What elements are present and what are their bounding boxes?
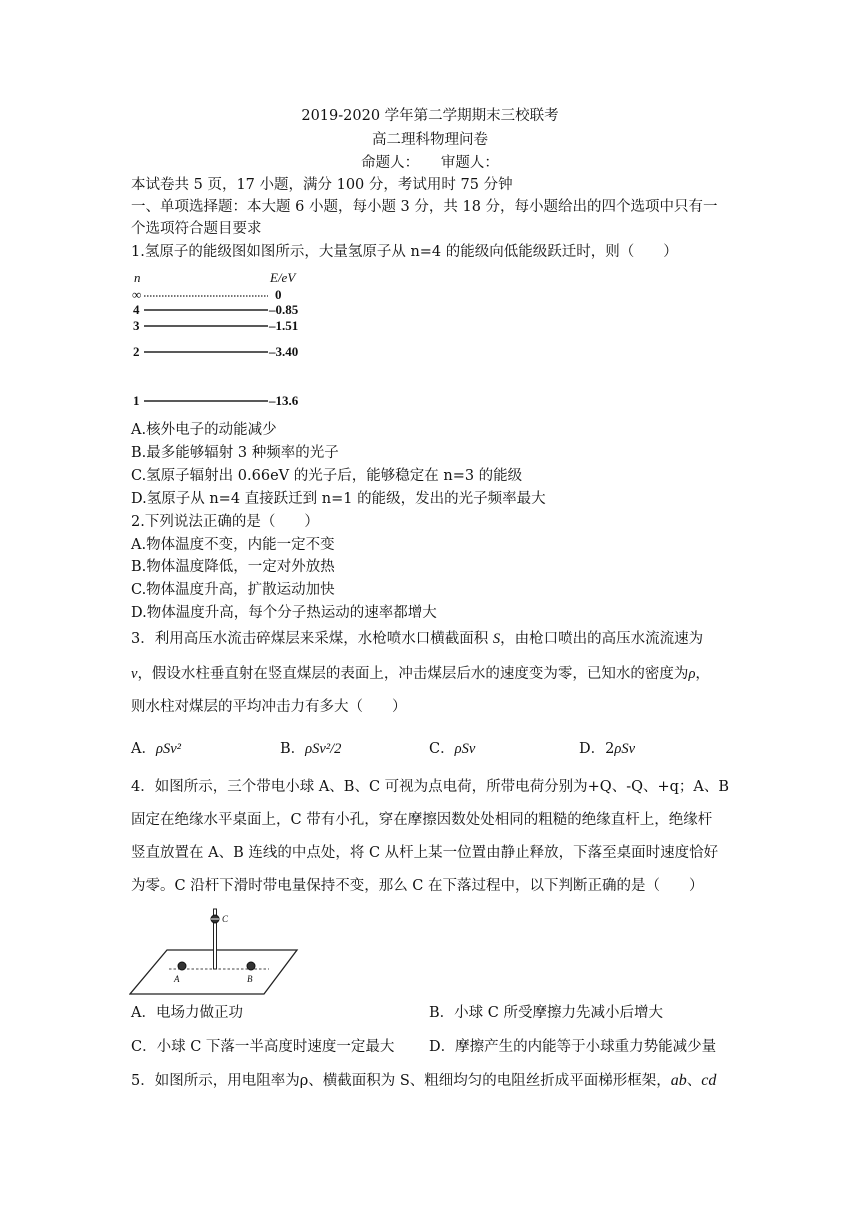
ball-b-label: B: [247, 974, 253, 984]
level-e-2: –3.40: [269, 344, 299, 359]
q5-var-cd: cd: [701, 1072, 717, 1089]
q3-var-rho: ρ: [688, 666, 696, 682]
q3-text-2: ，假设水柱垂直射在竖直煤层的表面上，冲击煤层后水的速度变为零，已知水的密度为: [137, 666, 689, 682]
q3-option-b: [280, 739, 341, 759]
q3-option-a: [131, 739, 181, 759]
level-n-4: 4: [133, 302, 140, 317]
level-e-4: –0.85: [269, 302, 299, 317]
ball-c-label: C: [222, 914, 229, 924]
exam-authors: 命题人： 审题人：: [361, 155, 499, 171]
ball-a: [178, 962, 186, 970]
q3-text-1a: 3．利用高压水流击碎煤层来采煤，水枪喷水口横截面积: [131, 631, 493, 647]
q4-option-a: A．电场力做正功: [131, 1005, 243, 1021]
q1-option-c: C.氢原子辐射出 0.66eV 的光子后，能够稳定在 n=3 的能级: [131, 468, 523, 484]
q3-option-d-expr: Sv: [621, 741, 636, 757]
q3-option-a-label: A．: [131, 741, 156, 757]
q3-option-c-expr: Sv: [461, 741, 476, 757]
q3-option-d: [579, 739, 635, 759]
q3-text-1b: ，由枪口喷出的高压水流流速为: [500, 631, 704, 647]
ball-b: [247, 962, 255, 970]
q4-option-d: D．摩擦产生的内能等于小球重力势能减少量: [429, 1039, 717, 1055]
q3-option-c-label: C．: [429, 741, 455, 757]
exam-intro: 本试卷共 5 页，17 小题，满分 100 分，考试用时 75 分钟: [131, 177, 513, 193]
q3-option-b-label: B．: [280, 741, 306, 757]
q4-option-b: B．小球 C 所受摩擦力先减小后增大: [429, 1005, 663, 1021]
q2-stem: 2.下列说法正确的是（ ）: [131, 514, 319, 530]
q3-line-1: [131, 629, 703, 649]
level-e-inf: 0: [275, 287, 282, 302]
q2-option-b: B.物体温度降低，一定对外放热: [131, 559, 335, 575]
energy-level-diagram: [129, 268, 309, 416]
q3-option-b-expr: Sv²/2: [312, 741, 342, 757]
q5-line-1: [131, 1071, 716, 1091]
q2-option-a: A.物体温度不变，内能一定不变: [131, 537, 335, 553]
q1-stem: 1.氢原子的能级图如图所示，大量氢原子从 n=4 的能级向低能级跃迁时，则（ ）: [131, 244, 678, 260]
q5-var-ab: ab: [670, 1072, 687, 1089]
q2-option-d: D.物体温度升高，每个分子热运动的速率都增大: [131, 605, 437, 621]
q5-text-1: 5．如图所示，用电阻率为ρ、横截面积为 S、粗细均匀的电阻丝折成平面梯形框架，: [131, 1073, 671, 1089]
level-e-3: –1.51: [269, 318, 299, 333]
q3-var-v: v: [131, 666, 138, 682]
exam-title: 2019-2020 学年第二学期期末三校联考: [301, 108, 559, 124]
ball-a-label: A: [174, 974, 180, 984]
q4-line-4: 为零。C 沿杆下滑时带电量保持不变，那么 C 在下落过程中，以下判断正确的是（ ）: [131, 878, 704, 894]
q3-var-s: S: [492, 631, 501, 647]
level-n-2: 2: [133, 344, 140, 359]
q3-option-a-expr: Sv²: [162, 741, 181, 757]
level-n-1: 1: [133, 393, 140, 408]
q3-line-3: 则水柱对煤层的平均冲击力有多大（ ）: [131, 699, 407, 715]
q5-sep: 、: [686, 1073, 702, 1089]
charged-balls-diagram: [129, 903, 299, 998]
q1-option-d: D.氢原子从 n=4 直接跃迁到 n=1 的能级，发出的光子频率最大: [131, 491, 546, 507]
q3-option-c: [429, 739, 475, 759]
col-e-label: E/eV: [270, 270, 296, 285]
q4-line-3: 竖直放置在 A、B 连线的中点处，将 C 从杆上某一位置由静止释放，下落至桌面时速度恰好: [131, 845, 719, 861]
q3-option-d-rho: ρ: [614, 741, 622, 757]
q3-line-2: [131, 664, 710, 684]
section-heading: 一、单项选择题：本大题 6 小题，每小题 3 分，共 18 分，每小题给出的四个选项中只有一: [131, 199, 718, 215]
q3-comma: ，: [695, 666, 710, 682]
level-n-3: 3: [133, 318, 140, 333]
exam-subtitle: 高二理科物理问卷: [372, 132, 488, 148]
level-n-inf: ∞: [132, 287, 142, 302]
q1-option-a: A.核外电子的动能减少: [131, 422, 277, 438]
q4-option-c: C．小球 C 下落一半高度时速度一定最大: [131, 1039, 395, 1055]
col-n-label: n: [134, 270, 141, 285]
q3-option-b-rho: ρ: [305, 741, 313, 757]
q3-option-c-rho: ρ: [454, 741, 462, 757]
section-heading-cont: 个选项符合题目要求: [131, 221, 262, 237]
level-e-1: –13.6: [269, 393, 299, 408]
q4-line-2: 固定在绝缘水平桌面上，C 带有小孔，穿在摩擦因数处处相同的粗糙的绝缘直杆上，绝缘杆: [131, 812, 713, 828]
q3-option-d-label: D．2: [579, 741, 615, 757]
q3-option-a-rho: ρ: [155, 741, 163, 757]
q4-line-1: 4．如图所示，三个带电小球 A、B、C 可视为点电荷，所带电荷分别为+Q、-Q、+q；A、B: [131, 779, 730, 795]
q2-option-c: C.物体温度升高，扩散运动加快: [131, 582, 335, 598]
q1-option-b: B.最多能够辐射 3 种频率的光子: [131, 445, 339, 461]
